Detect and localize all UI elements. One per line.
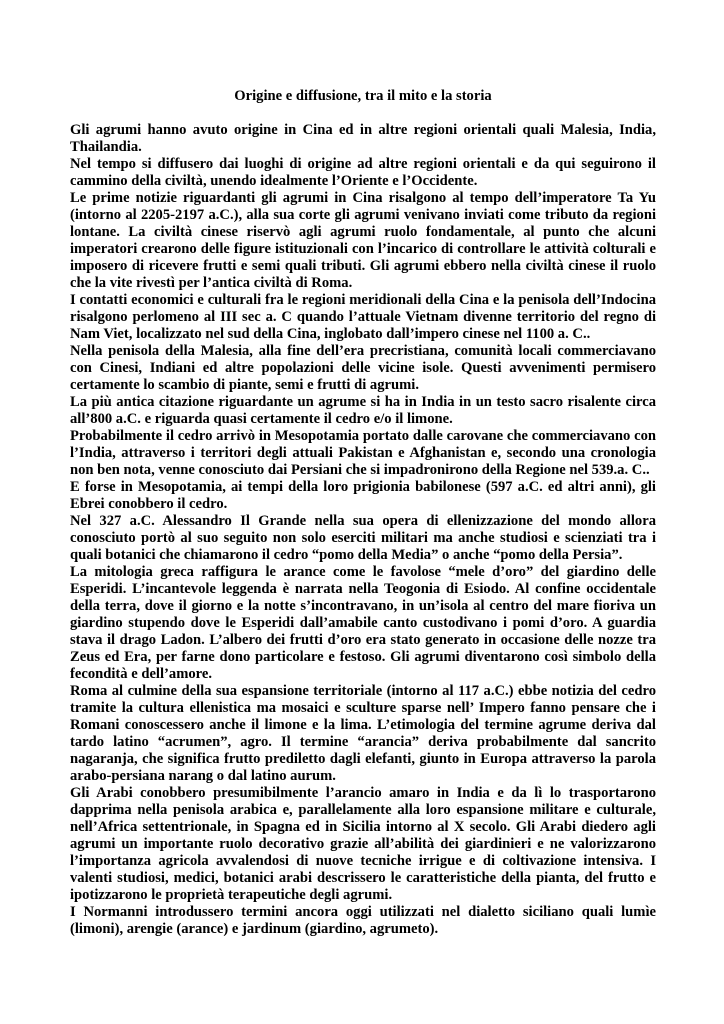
paragraph-normanni: I Normanni introdussero termini ancora oggi utilizzati nel dialetto siciliano quali lumìe (limoni), arengie (arance) e jardinum (giardino, agrumeto). — [70, 904, 656, 937]
paragraph-mesopotamia: Probabilmente il cedro arrivò in Mesopotamia portato dalle carovane che commerciavano con l’India, attraverso i territori degli attuali Pakistan e Afghanistan e, secondo una cronologia non ben nota, venne conosciuto dai Persiani che si impadronirono della Regione nel 539.a. C.. — [70, 428, 656, 478]
paragraph-alessandro: Nel 327 a.C. Alessandro Il Grande nella sua opera di ellenizzazione del mondo allora conosciuto portò al suo seguito non solo eserciti militari ma anche studiosi e scienziati tra i quali botanici che chiamarono il cedro “pomo della Media” o anche “pomo della Persia”. — [70, 513, 656, 563]
paragraph-diffusion: Nel tempo si diffusero dai luoghi di origine ad altre regioni orientali e da qui seguirono il cammino della civiltà, unendo idealmente l’Oriente e l’Occidente. — [70, 156, 656, 189]
document-page — [70, 0, 656, 938]
paragraph-ebrei: E forse in Mesopotamia, ai tempi della loro prigionia babilonese (597 a.C. ed altri anni), gli Ebrei conobbero il cedro. — [70, 479, 656, 512]
paragraph-india: La più antica citazione riguardante un agrume si ha in India in un testo sacro risalente circa all’800 a.C. e riguarda quasi certamente il cedro e/o il limone. — [70, 394, 656, 427]
paragraph-arabi: Gli Arabi conobbero presumibilmente l’arancio amaro in India e da lì lo trasportarono dapprima nella penisola arabica e, parallelamente alla loro espansione militare e culturale, nell’Africa settentrionale, in Spagna ed in Sicilia intorno al X secolo. Gli Arabi diedero agli agrumi un importante ruolo decorativo grazie all’abilità dei giardinieri e ne valorizzarono l’importanza agricola avvalendosi di nuove tecniche irrigue e di coltivazione intensiva. I valenti studiosi, medici, botanici arabi descrissero le caratteristiche della pianta, del frutto e ipotizzarono le proprietà terapeutiche degli agrumi. — [70, 785, 656, 903]
paragraph-malesia: Nella penisola della Malesia, alla fine dell’era precristiana, comunità locali commerciavano con Cinesi, Indiani ed altre popolazioni delle vicine isole. Questi avvenimenti permisero certamente lo scambio di piante, semi e frutti di agrumi. — [70, 343, 656, 393]
paragraph-roma: Roma al culmine della sua espansione territoriale (intorno al 117 a.C.) ebbe notizia del cedro tramite la cultura ellenistica ma mosaici e sculture sparse nell’ Impero fanno pensare che i Romani conoscessero anche il limone e la lima. L’etimologia del termine agrume deriva dal tardo latino “acrumen”, agro. Il termine “arancia” deriva probabilmente dal sancrito nagaranja, che significa frutto prediletto dagli elefanti, giunto in Europa attraverso la parola arabo-persiana narang o dal latino aurum. — [70, 683, 656, 784]
paragraph-mitologia: La mitologia greca raffigura le arance come le favolose “mele d’oro” del giardino delle Esperidi. L’incantevole leggenda è narrata nella Teogonia di Esiodo. Al confine occidentale della terra, dove il giorno e la notte s’incontravano, in un’isola al centro del mare fioriva un giardino stupendo dove le Esperidi dall’amabile canto custodivano i pomi d’oro. A guardia stava il drago Ladon. L’albero dei frutti d’oro era stato generato in occasione delle nozze tra Zeus ed Era, per farne dono particolare e festoso. Gli agrumi diventarono così simbolo della fecondità e dell’amore. — [70, 564, 656, 682]
paragraph-indochina: I contatti economici e culturali fra le regioni meridionali della Cina e la penisola dell’Indocina risalgono perlomeno al III sec a. C quando l’attuale Vietnam divenne territorio del regno di Nam Viet, localizzato nel sud della Cina, inglobato dall’impero cinese nel 1100 a. C.. — [70, 292, 656, 342]
paragraph-china: Le prime notizie riguardanti gli agrumi in Cina risalgono al tempo dell’imperatore Ta Yu (intorno al 2205-2197 a.C.), alla sua corte gli agrumi venivano inviati come tributo da regioni lontane. La civiltà cinese riservò agli agrumi ruolo fondamentale, al punto che alcuni imperatori crearono delle figure istituzionali con l’incarico di controllare le attività colturali e imposero di ricevere frutti e semi quali tributi. Gli agrumi ebbero nella civiltà cinese il ruolo che la vite rivestì per l’antica civiltà di Roma. — [70, 190, 656, 291]
paragraph-origin: Gli agrumi hanno avuto origine in Cina ed in altre regioni orientali quali Malesia, India, Thailandia. — [70, 122, 656, 155]
document-title: Origine e diffusione, tra il mito e la storia — [234, 88, 492, 104]
